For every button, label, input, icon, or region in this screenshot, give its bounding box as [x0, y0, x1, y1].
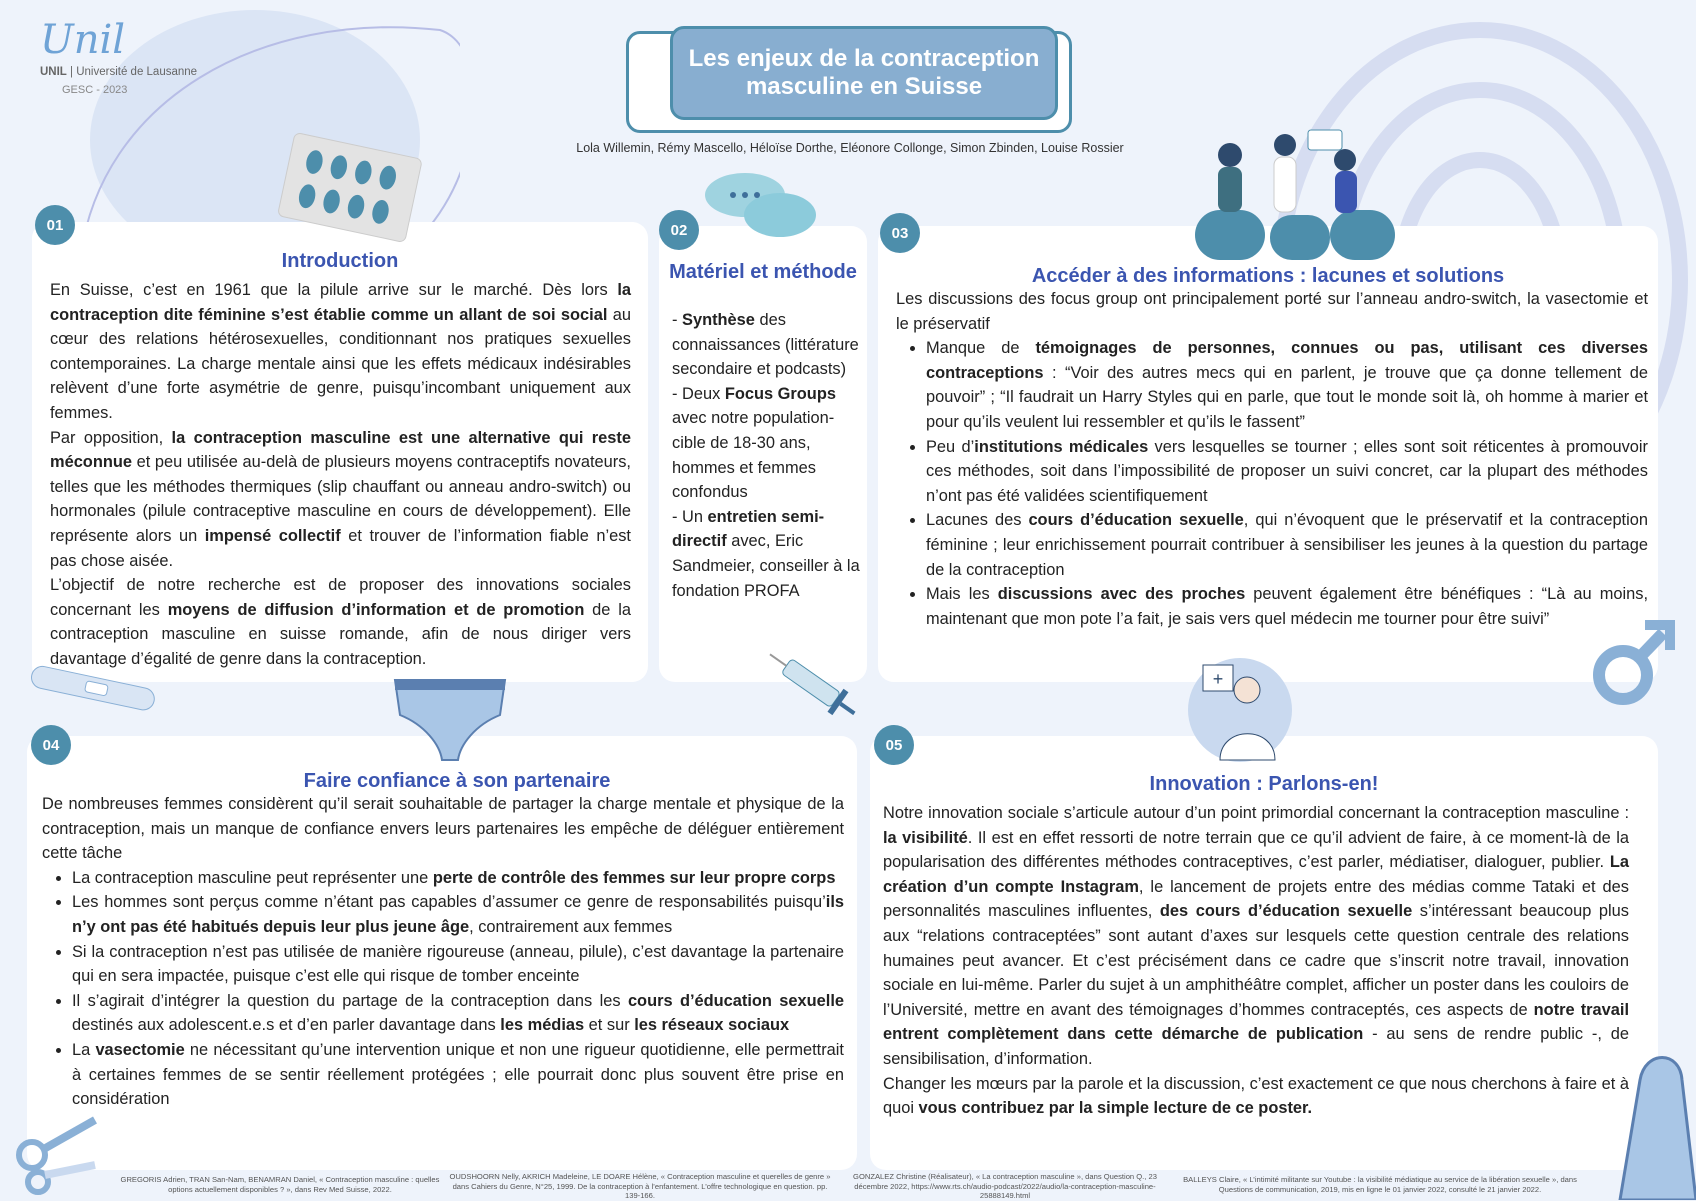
paragraph: [50, 426, 631, 574]
logo-org: | Université de Lausanne: [66, 66, 198, 78]
section-body-innovation: [883, 801, 1629, 1121]
text-segment: La contraception masculine peut représenter une: [72, 868, 433, 887]
bullet-item: [72, 989, 844, 1038]
text-segment: et sur: [584, 1016, 635, 1035]
text-segment: avec, Eric Sandmeier, conseiller à la fondation PROFA: [672, 532, 860, 600]
bullet-item: [926, 336, 1648, 434]
text-segment: avec notre population-cible de 18-30 ans, hommes et femmes confondus: [672, 409, 835, 502]
bold-text: La création d’un compte Instagram: [883, 853, 1629, 896]
text-segment: Par opposition,: [50, 428, 172, 447]
text-segment: Manque de: [926, 339, 1036, 358]
title-box: [670, 26, 1058, 120]
bold-text: cours d’éducation sexuelle: [1028, 511, 1244, 530]
text-segment: destinés aux adolescent.e.s et d’en parler davantage dans: [72, 1016, 501, 1035]
people-discussion-icon: [1190, 125, 1400, 260]
reference-3: GONZALEZ Christine (Réalisateur), « La contraception masculine », dans Question Q., 23 décembre 2022, https://www.rts.ch/audio-podcast/2022/audio/la-contraception-masculine-25888149.html: [853, 1172, 1157, 1200]
section-title-innovation: Innovation : Parlons-en!: [1149, 773, 1379, 795]
text-segment: et trouver de l’information fiable n’est pas chose aisée.: [50, 526, 631, 570]
paragraph: [42, 792, 844, 866]
paragraph: [883, 1072, 1629, 1121]
paragraph: [896, 287, 1648, 336]
title-line-2: masculine en Suisse: [745, 73, 983, 100]
text-segment: Notre innovation sociale s’articule autour d’un point primordial concernant la contraception masculine :: [883, 804, 1629, 822]
text-segment: Il s’agirait d’intégrer la question du partage de la contraception dans les: [72, 991, 628, 1010]
bullet-list: [42, 866, 844, 1112]
section-title-introduction: Introduction: [281, 250, 399, 272]
bold-text: les médias: [500, 1016, 585, 1035]
paragraph: [50, 573, 631, 671]
text-segment: - Un: [672, 507, 708, 526]
bold-text: Focus Groups: [724, 384, 836, 403]
bold-text: impensé collectif: [204, 526, 341, 545]
text-segment: Mais les: [926, 585, 998, 604]
text-segment: des connaissances (littérature secondaire et podcasts): [672, 311, 859, 379]
text-segment: au cœur des relations hétérosexuelles, conditionnant nos pratiques sexuelles contemporaines. La charge mentale ainsi que les effets médicaux indésirables relèvent d’une forte asymétrie de genre, puisqu’incombant uniquement aux femmes.: [50, 305, 631, 422]
bold-text: moyens de diffusion d’information et de promotion: [167, 600, 585, 619]
bold-text: vous contribuez par la simple lecture de ce poster.: [918, 1099, 1313, 1118]
logo-org-bold: UNIL: [40, 66, 67, 78]
text-segment: : “Voir des autres mecs qui en parlent, je trouve que ça donne tellement de pouvoir” ; “Il faudrait un Harry Styles qui en parle, que tout le monde soit là, oh homme à marier et pour qu’ils veulent lui ressembler et qu’ils le fassent”: [926, 363, 1648, 431]
section-badge-01: 01: [35, 205, 75, 245]
bold-text: la contraception dite féminine s’est établie comme un allant de soi social: [50, 281, 631, 324]
bold-text: témoignages de personnes, connues ou pas, utilisant ces diverses contraceptions: [926, 339, 1648, 382]
authors: Lola Willemin, Rémy Mascello, Héloïse Dorthe, Eléonore Collonge, Simon Zbinden, Louise Rossier: [576, 141, 1124, 155]
paragraph: [883, 801, 1629, 1072]
bullet-item: [926, 435, 1648, 509]
text-segment: . Il est en effet ressorti de notre terrain que ce qu’il advient de faire, à ce moment-là de la popularisation des différentes méthodes contraceptives, c’est parler, médiatiser, dialoguer, publier.: [883, 828, 1629, 872]
text-segment: de la contraception masculine en suisse romande, afin de nous diriger vers davantage d’égalité de genre dans la contraception.: [50, 600, 631, 668]
bullet-item: [926, 582, 1648, 631]
bold-text: notre travail entrent complètement dans cette démarche de publication: [883, 1000, 1630, 1044]
section-body-introduction: [50, 278, 631, 672]
bold-text: entretien semi-directif: [672, 507, 825, 551]
text-segment: Peu d’: [926, 437, 975, 456]
course-label: GESC - 2023: [62, 84, 128, 96]
bullet-item: [926, 508, 1648, 582]
text-segment: -: [672, 311, 683, 329]
section-badge-05: 05: [874, 725, 914, 765]
bold-text: vasectomie: [95, 1040, 185, 1059]
bold-text: institutions médicales: [974, 437, 1149, 456]
bold-text: cours d’éducation sexuelle: [627, 991, 844, 1010]
logo-script: Unil: [40, 17, 126, 63]
section-title-methode: Matériel et méthode: [669, 261, 857, 283]
text-segment: De nombreuses femmes considèrent qu’il serait souhaitable de partager la charge mentale et physique de la contraception, mais un manque de confiance envers leurs partenaires les empêche de déléguer entièrement cette tâche: [42, 795, 844, 863]
bold-text: la visibilité: [883, 828, 968, 847]
unil-logo: [40, 18, 197, 96]
title-line-1: Les enjeux de la contraception: [688, 45, 1040, 72]
text-segment: vers lesquelles se tourner ; elles sont soit réticentes à promouvoir ces méthodes, soit dans l’impossibilité de proposer un suivi concret, car la plupart des méthodes n’ont pas été validées scientifiquement: [926, 437, 1648, 505]
text-segment: , contrairement aux femmes: [469, 917, 673, 936]
bold-text: des cours d’éducation sexuelle: [1159, 902, 1413, 921]
bold-text: les réseaux sociaux: [634, 1016, 790, 1035]
bold-text: ils n’y ont pas été habitués depuis leur plus jeune âge: [72, 893, 844, 936]
bold-text: discussions avec des proches: [997, 585, 1246, 604]
section-badge-02: 02: [659, 210, 699, 250]
chat-bubbles-icon: [700, 170, 820, 250]
text-segment: Lacunes des: [926, 511, 1029, 530]
section-title-informations: Accéder à des informations : lacunes et solutions: [1031, 265, 1505, 287]
bullet-item: [72, 1038, 844, 1112]
bold-text: la contraception masculine est une alternative qui reste méconnue: [50, 428, 631, 472]
section-body-informations: [896, 287, 1648, 631]
text-segment: En Suisse, c’est en 1961 que la pilule arrive sur le marché. Dès lors: [50, 281, 618, 299]
section-body-confiance: [42, 792, 844, 1112]
text-segment: L’objectif de notre recherche est de proposer des innovations sociales concernant les: [50, 576, 631, 619]
section-body-methode: [672, 308, 860, 603]
underwear-icon: [390, 675, 510, 765]
text-segment: , qui n’évoquent que le préservatif et la contraception féminine ; leur enrichissement pourrait contribuer à sensibiliser les jeunes à la question du partage de la contraception: [926, 511, 1648, 579]
section-badge-03: 03: [880, 213, 920, 253]
text-segment: et peu utilisée au-delà de plusieurs moyens contraceptifs novateurs, telles que les méthodes thermiques (slip chauffant ou anneau andro-switch) ou hormonales (pilule contraceptive masculine en cours de développement). Elle représente alors un: [50, 453, 631, 545]
paragraph: [672, 505, 860, 603]
text-segment: - au sens de rendre public -, de sensibilisation, d’information.: [883, 1025, 1630, 1068]
bullet-item: [72, 866, 844, 891]
bullet-item: [72, 890, 844, 939]
bold-text: perte de contrôle des femmes sur leur propre corps: [432, 868, 836, 887]
svg-text:+: +: [1212, 669, 1224, 689]
text-segment: La: [72, 1040, 96, 1059]
bold-text: Synthèse: [682, 311, 755, 329]
reference-4: BALLEYS Claire, « L’intimité militante sur Youtube : la visibilité médiatique au service de la libération sexuelle », dans Questions de communication, 2019, mis en ligne le 01 janvier 2022, consulté le 21 janvier 2022.: [1183, 1175, 1577, 1194]
pill-blister-icon: [270, 130, 430, 245]
text-segment: peuvent également être bénéfiques : “Là au moins, maintenant que mon pote l’a fait, je sais vers quel médecin me tourner pour être suivi”: [926, 585, 1648, 628]
reference-2: OUDSHOORN Nelly, AKRICH Madeleine, LE DOARE Hélène, « Contraception masculine et querelles de genre » dans Cahiers du Genre, N°25, 1999. De la contraception à l’enfantement. L’offre technologique en question. pp. 139-166.: [449, 1172, 831, 1200]
text-segment: Changer les mœurs par la parole et la discussion, c’est exactement ce que nous cherchons à faire et à quoi: [883, 1074, 1629, 1118]
text-segment: Les hommes sont perçus comme n’étant pas capables d’assumer ce genre de responsabilités puisqu’: [72, 893, 826, 912]
paragraph: [672, 382, 860, 505]
section-badge-04: 04: [31, 725, 71, 765]
paragraph: [50, 278, 631, 426]
scissors-icon: [10, 1110, 100, 1195]
text-segment: s’intéressant beaucoup plus aux “relations contraceptées” sont autant d’axes sur lesquels cette question centrale des relations humaines peut avancer. Et c’est précisément dans ce cadre que s’inscrit notre travail, innovation sociale en lui-même. Parler du sujet à un amphithéâtre complet, afficher un poster dans les couloirs de l’Université, mettre en avant des témoignages d’hommes contraceptés, ces aspects de: [883, 902, 1629, 1019]
bullet-item: [72, 940, 844, 989]
text-segment: Les discussions des focus group ont principalement porté sur l’anneau andro-switch, la vasectomie et le préservatif: [896, 290, 1648, 333]
section-title-confiance: Faire confiance à son partenaire: [303, 770, 611, 792]
syringe-icon: [755, 640, 870, 730]
text-segment: - Deux: [672, 384, 725, 403]
reference-1: GREGORIS Adrien, TRAN San-Nam, BENAMRAN Daniel, « Contraception masculine : quelles options actuellement disponibles ? », dans Rev Med Suisse, 2022.: [120, 1175, 440, 1194]
text-segment: ne nécessitant qu’une intervention unique et non une rigueur quotidienne, elle permettrait à certaines femmes de se sentir réellement protégées ; elle pourrait donc plus souvent être prise en considération: [72, 1040, 844, 1109]
bullet-list: [896, 336, 1648, 631]
text-segment: Si la contraception n’est pas utilisée de manière rigoureuse (anneau, pilule), c’est davantage la partenaire qui en sera impactée, puisque c’est elle qui risque de tomber enceinte: [72, 942, 844, 986]
paragraph: [672, 308, 860, 382]
pregnancy-test-icon: [25, 665, 160, 715]
doctor-icon: [1185, 655, 1295, 765]
text-segment: , le lancement de projets entre des médias comme Tataki et des personnalités masculines influentes,: [883, 877, 1629, 921]
